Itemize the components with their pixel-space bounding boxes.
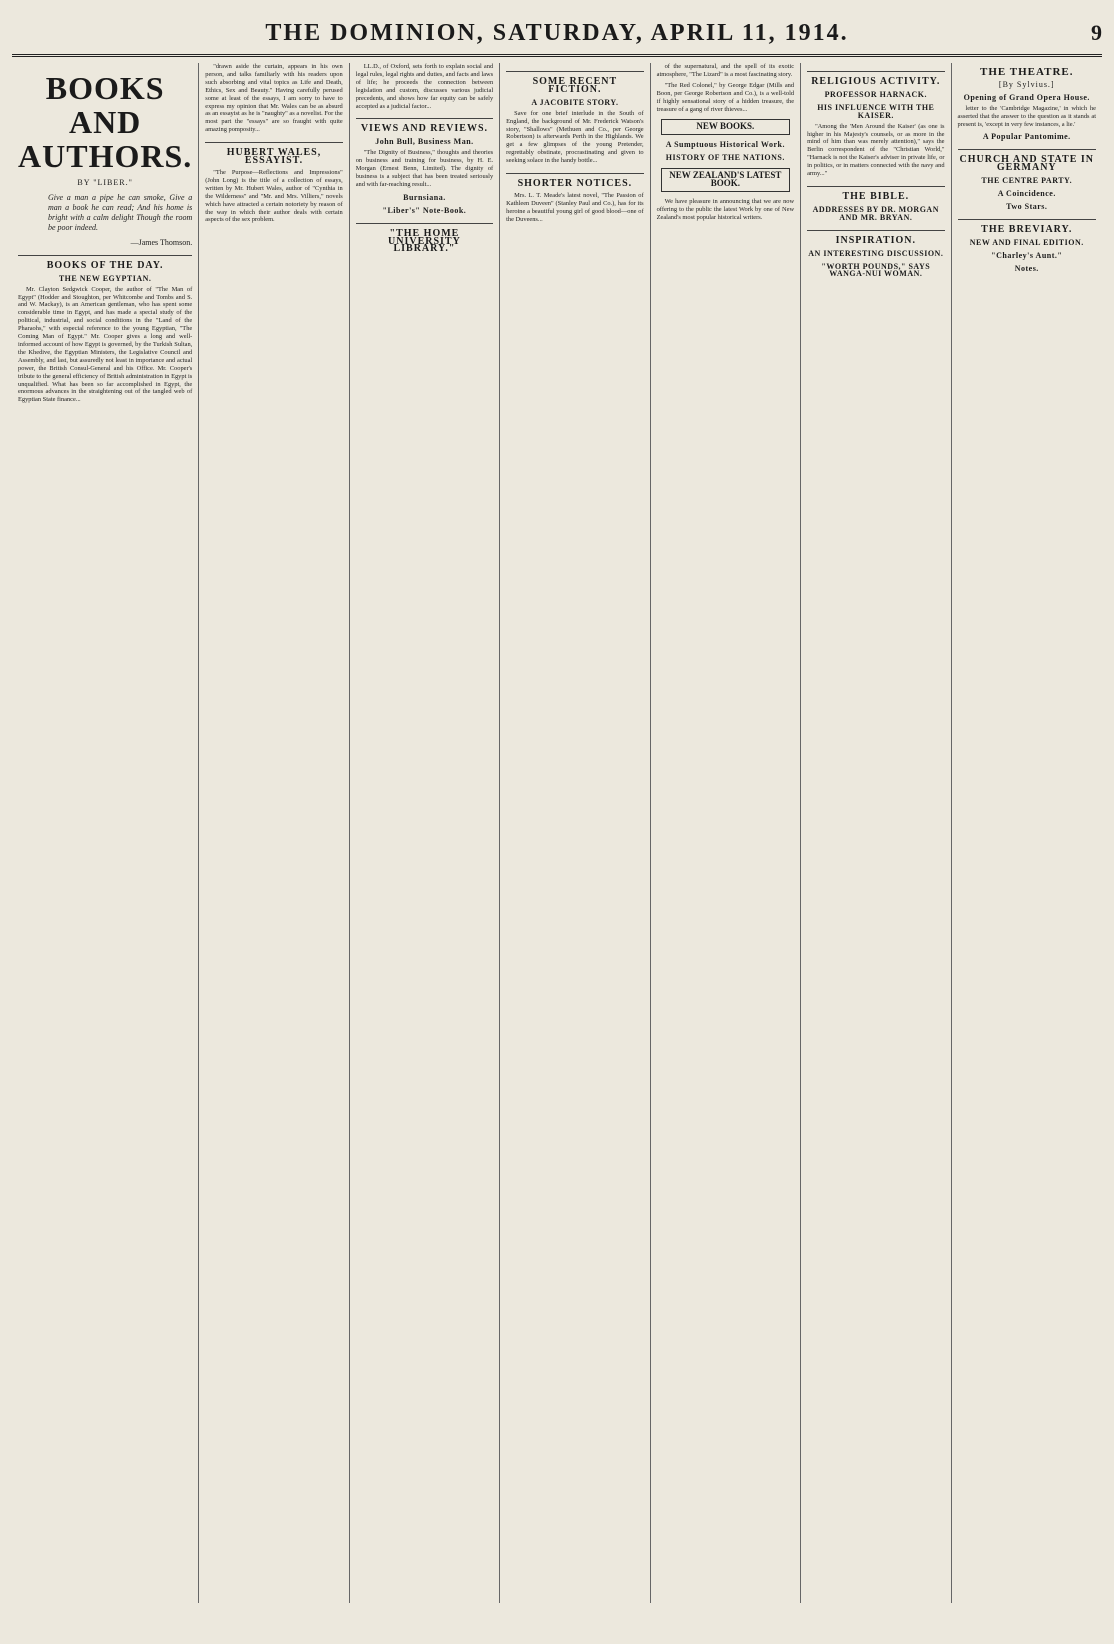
epigraph-poem: Give a man a pipe he can smoke, Give a man a book he can read; And his home is bright with a calm delight Though the room be poor indeed.	[48, 192, 193, 232]
article-text: of the supernatural, and the spell of its exotic atmosphere, "The Lizard" is a most fascinating story.	[656, 63, 795, 78]
ad-nz-latest-book: NEW ZEALAND'S LATEST BOOK.	[661, 168, 790, 192]
column-1	[12, 63, 199, 1603]
section-inspiration: INSPIRATION.	[807, 230, 944, 245]
section-the-bible: THE BIBLE.	[807, 186, 944, 201]
section-home-university: "THE HOME UNIVERSITY LIBRARY."	[356, 223, 493, 254]
column-2	[199, 63, 349, 1603]
article-text: "The Red Colonel," by George Edgar (Mills and Boon, per George Robertson and Co.), is a well-told if highly sensational story of a hidden treasure, the treasure of a gang of river thieves...	[656, 81, 795, 113]
column-6	[801, 63, 951, 1603]
subhead-discussion: AN INTERESTING DISCUSSION.	[808, 248, 944, 258]
section-hubert-wales: HUBERT WALES, ESSAYIST.	[205, 142, 342, 165]
subhead-two-stars: Two Stars.	[1006, 201, 1048, 211]
column-5	[651, 63, 801, 1603]
books-authors-heading: BOOKS AND AUTHORS.	[18, 70, 193, 174]
subhead-final-edition: NEW AND FINAL EDITION.	[969, 237, 1084, 247]
section-views-reviews: VIEWS AND REVIEWS.	[356, 118, 493, 133]
article-text: Mr. Clayton Sedgwick Cooper, the author of "The Man of Egypt" (Hodder and Stoughton, per Whitcombe and Tombs and S. and W. Mackay), is an American gentleman, who has spent some considerable time in Egypt, and has made a special study of the political, industrial, and social conditions in the "Land of the Pharaohs," with especial reference to the young Egyptian, "The Coming Man of Egypt." Mr. Cooper gives a long and well-informed account of how Egypt is governed, by the Turkish Sultan, the Khedive, the Egyptian Ministers, the Legislative Council and Assembly, and last, but assuredly not least in importance and actual power, the British Consul-General and his Office. Mr. Cooper's tribute to the general efficiency of British administration in Egypt is unqualified. What has been so far accomplished in Egypt, the enormous advances in the straightening out of the tangled web of Egyptian State finance...	[18, 285, 193, 404]
article-text: "drawn aside the curtain, appears in his own person, and talks familiarly with his readers upon such absorbing and vital topics as Life and Death, Ethics, Sex and Beauty." Having carefully perused some at least of the essays, I am sorry to have to express my opinion that Mr. Wales can be as absurd as an essayist as he is "naughty" as a novelist. For the most part the "essays" are so fraught with quite amazing pomposity...	[205, 63, 343, 134]
subhead-history-nations: HISTORY OF THE NATIONS.	[665, 153, 785, 163]
masthead	[12, 12, 1102, 57]
subhead-opera-house: Opening of Grand Opera House.	[963, 92, 1090, 102]
column-4	[500, 63, 650, 1603]
columns	[12, 63, 1102, 1603]
subhead-historical-work: A Sumptuous Historical Work.	[665, 140, 785, 150]
article-text: letter to the 'Cambridge Magazine,' in which he asserted that the answer to the question as it stands at present is, 'except in very few instances, a lie.'	[957, 104, 1096, 128]
subhead-addresses: ADDRESSES BY DR. MORGAN AND MR. BRYAN.	[812, 204, 939, 222]
section-religious-activity: RELIGIOUS ACTIVITY.	[807, 71, 944, 86]
subhead-jacobite: A JACOBITE STORY.	[531, 97, 619, 107]
article-text: "The Dignity of Business," thoughts and theories on business and training for business, by H. E. Morgan (Ernest Benn, Limited). The dignity of business is a subject that has been treated seriously and with far-reaching result...	[355, 149, 494, 188]
section-breviary: THE BREVIARY.	[958, 219, 1096, 234]
section-church-state: CHURCH AND STATE IN GERMANY	[958, 149, 1096, 172]
subhead-note-book: "Liber's" Note-Book.	[382, 205, 467, 215]
subhead-kaiser: HIS INFLUENCE WITH THE KAISER.	[817, 102, 935, 120]
article-text: Save for one brief interlude in the South of England, the background of Mr. Frederick Watson's story, "Shallows" (Methuen and Co., per George Robertson) is afterwards Perth in the Highlands. We get a few glimpses of the young Pretender, regrettably obstinate, procrastinating and given to seeking solace in the handy bottle...	[506, 109, 644, 165]
subhead-pantomime: A Popular Pantomime.	[982, 132, 1071, 142]
masthead-title: THE DOMINION, SATURDAY, APRIL 11, 1914.	[265, 19, 849, 46]
subhead-centre-party: THE CENTRE PARTY.	[981, 176, 1073, 186]
subhead-new-egyptian: THE NEW EGYPTIAN.	[58, 273, 152, 283]
theatre-byline: [By Sylvius.]	[998, 79, 1055, 89]
byline: BY "LIBER."	[77, 178, 133, 187]
article-text: Mrs. L. T. Meade's latest novel, "The Passion of Kathleen Duveen" (Stanley Paul and Co.), has for its heroine a beautiful young girl of good blood—one of the Duveens...	[506, 191, 644, 223]
subhead-harnack: PROFESSOR HARNACK.	[824, 89, 927, 99]
subhead-worth-pounds: "WORTH POUNDS," SAYS WANGA-NUI WOMAN.	[821, 261, 931, 279]
column-7	[952, 63, 1102, 1603]
subhead-notes: Notes.	[1014, 263, 1039, 273]
section-books-of-day: BOOKS OF THE DAY.	[18, 255, 192, 270]
newspaper-page	[12, 12, 1102, 1612]
article-text: LL.D., of Oxford, sets forth to explain social and legal rules, legal rights and duties, and facts and laws of life; he proceeds the connection between legislation and custom, discusses various judicial precedents, and shows how far equity can be safely accepted as a judicial factor...	[355, 63, 494, 110]
ad-new-books: NEW BOOKS.	[661, 119, 790, 135]
page-number: 9	[1091, 20, 1102, 45]
theatre-heading: THE THEATRE.	[980, 66, 1074, 78]
subhead-burnsiana: Burnsiana.	[403, 192, 446, 202]
section-recent-fiction: SOME RECENT FICTION.	[506, 71, 643, 94]
subhead-john-bull: John Bull, Business Man.	[375, 137, 474, 147]
section-shorter-notices: SHORTER NOTICES.	[506, 173, 643, 188]
poem-attribution: —James Thomson.	[130, 237, 193, 247]
column-3	[350, 63, 500, 1603]
subhead-coincidence: A Coincidence.	[997, 189, 1056, 199]
article-text: We have pleasure in announcing that we are now offering to the public the latest Work by one of New Zealand's most popular historical writers.	[656, 197, 795, 221]
article-text: "The Purpose—Reflections and Impressions" (John Long) is the title of a collection of essays, written by Mr. Hubert Wales, author of "Cynthia in the Wilderness" and "Mr. and Mrs. Villiers," novels which have attracted a certain notoriety by reason of the way in which their author deals with certain aspects of the sex problem.	[205, 168, 343, 224]
subhead-charleys-aunt: "Charley's Aunt."	[991, 250, 1063, 260]
article-text: "Among the 'Men Around the Kaiser' (as one is higher in his Majesty's counsels, or as more in the mind of him than was merely attention)," says the Berlin correspondent of the "Christian World," "Harnack is not the Kaiser's adviser in private life, or in politics, or in matters connected with the navy and army..."	[807, 122, 945, 178]
